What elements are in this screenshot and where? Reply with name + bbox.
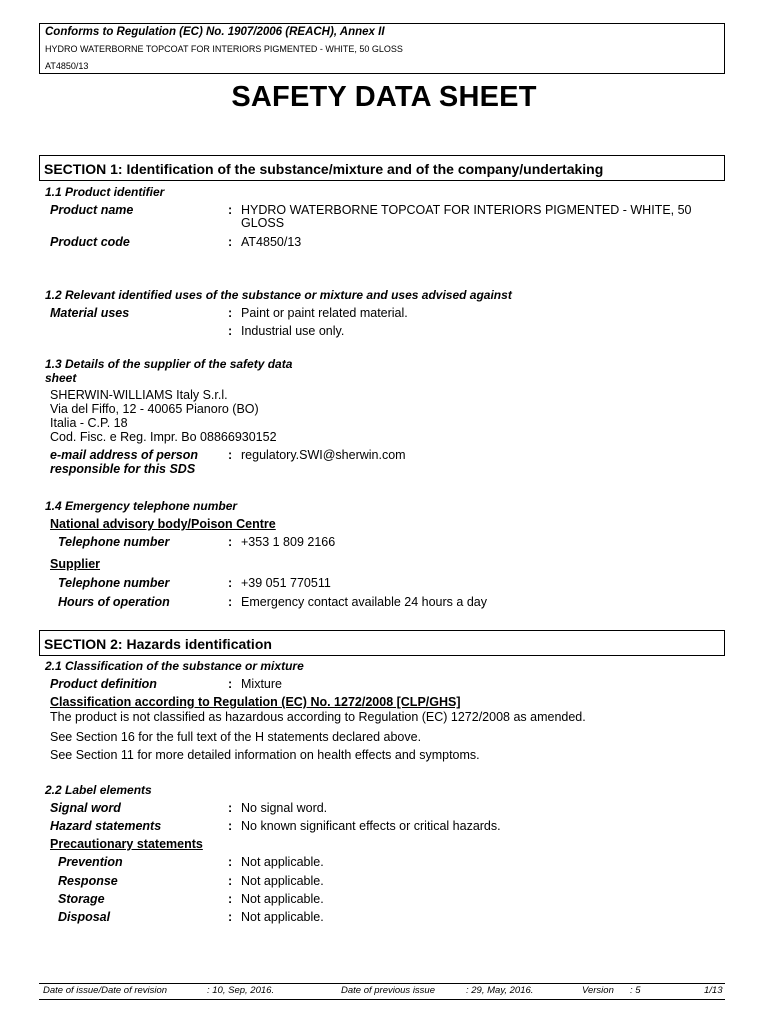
section-1-heading: SECTION 1: Identification of the substance/mixture and of the company/undertaking <box>39 155 725 181</box>
header-product-name: HYDRO WATERBORNE TOPCOAT FOR INTERIORS PIGMENTED - WHITE, 50 GLOSS <box>45 44 403 54</box>
product-name-label: Product name <box>50 203 134 217</box>
prevention-label: Prevention <box>58 855 123 869</box>
subsection-1-3-title-line2: sheet <box>45 371 77 385</box>
signal-word-value: No signal word. <box>241 801 328 815</box>
signal-word-label: Signal word <box>50 801 121 815</box>
national-telephone-value: +353 1 809 2166 <box>241 535 336 549</box>
colon: : <box>228 910 233 924</box>
colon: : <box>228 306 233 320</box>
hazard-statements-label: Hazard statements <box>50 819 162 833</box>
footer-previous-value: : 29, May, 2016. <box>466 985 534 996</box>
header-product-code: AT4850/13 <box>45 61 89 71</box>
colon: : <box>228 855 233 869</box>
colon: : <box>228 448 233 462</box>
hours-of-operation-label: Hours of operation <box>58 595 170 609</box>
product-definition-label: Product definition <box>50 677 157 691</box>
precautionary-heading: Precautionary statements <box>50 837 203 851</box>
classification-text: See Section 11 for more detailed information on health effects and symptoms. <box>50 748 480 762</box>
colon: : <box>228 203 233 217</box>
product-name-value: HYDRO WATERBORNE TOPCOAT FOR INTERIORS PIGMENTED - WHITE, 50 GLOSS <box>241 203 692 230</box>
footer-issue-label: Date of issue/Date of revision <box>43 985 168 996</box>
colon: : <box>228 801 233 815</box>
footer-version-value: : 5 <box>630 985 641 996</box>
subsection-1-4-title: 1.4 Emergency telephone number <box>45 499 238 513</box>
page-title: SAFETY DATA SHEET <box>231 81 537 113</box>
disposal-label: Disposal <box>58 910 111 924</box>
email-value: regulatory.SWI@sherwin.com <box>241 448 406 462</box>
classification-text: The product is not classified as hazardous according to Regulation (EC) 1272/2008 as amended. <box>50 710 586 724</box>
national-telephone-label: Telephone number <box>58 535 170 549</box>
colon: : <box>228 595 233 609</box>
regulation-text: Conforms to Regulation (EC) No. 1907/2006 (REACH), Annex II <box>45 26 385 38</box>
colon: : <box>228 324 233 338</box>
section-2-heading: SECTION 2: Hazards identification <box>39 630 725 656</box>
subsection-1-2-title: 1.2 Relevant identified uses of the substance or mixture and uses advised against <box>45 288 512 302</box>
hazard-statements-value: No known significant effects or critical hazards. <box>241 819 501 833</box>
supplier-telephone-label: Telephone number <box>58 576 170 590</box>
supplier-heading: Supplier <box>50 557 101 571</box>
colon: : <box>228 819 233 833</box>
supplier-address-line: Italia - C.P. 18 <box>50 416 128 430</box>
national-advisory-heading: National advisory body/Poison Centre <box>50 517 276 531</box>
footer-issue-value: : 10, Sep, 2016. <box>207 985 275 996</box>
product-code-label: Product code <box>50 235 130 249</box>
subsection-1-3-title-line1: 1.3 Details of the supplier of the safety data <box>45 357 293 371</box>
hours-of-operation-value: Emergency contact available 24 hours a day <box>241 595 487 609</box>
colon: : <box>228 535 233 549</box>
colon: : <box>228 874 233 888</box>
supplier-address-line: Cod. Fisc. e Reg. Impr. Bo 08866930152 <box>50 430 277 444</box>
storage-label: Storage <box>58 892 105 906</box>
classification-heading: Classification according to Regulation (EC) No. 1272/2008 [CLP/GHS] <box>50 695 461 709</box>
footer-previous-label: Date of previous issue <box>341 985 435 996</box>
prevention-value: Not applicable. <box>241 855 324 869</box>
subsection-1-1-title: 1.1 Product identifier <box>45 185 165 199</box>
subsection-2-1-title: 2.1 Classification of the substance or mixture <box>45 659 304 673</box>
product-code-value: AT4850/13 <box>241 235 302 249</box>
material-uses-label: Material uses <box>50 306 130 320</box>
supplier-address-line: Via del Fiffo, 12 - 40065 Pianoro (BO) <box>50 402 259 416</box>
colon: : <box>228 892 233 906</box>
footer-version-label: Version <box>582 985 614 996</box>
email-label-line1: e-mail address of person <box>50 448 198 462</box>
email-label-line2: responsible for this SDS <box>50 462 196 476</box>
storage-value: Not applicable. <box>241 892 324 906</box>
colon: : <box>228 576 233 590</box>
product-definition-value: Mixture <box>241 677 282 691</box>
colon: : <box>228 677 233 691</box>
response-label: Response <box>58 874 118 888</box>
colon: : <box>228 235 233 249</box>
supplier-telephone-value: +39 051 770511 <box>241 576 331 590</box>
material-use-2: Industrial use only. <box>241 324 345 338</box>
supplier-address-line: SHERWIN-WILLIAMS Italy S.r.l. <box>50 388 228 402</box>
footer-page-number: 1/13 <box>704 985 723 996</box>
disposal-value: Not applicable. <box>241 910 324 924</box>
subsection-2-2-title: 2.2 Label elements <box>45 783 152 797</box>
response-value: Not applicable. <box>241 874 324 888</box>
classification-text: See Section 16 for the full text of the H statements declared above. <box>50 730 422 744</box>
material-use-1: Paint or paint related material. <box>241 306 408 320</box>
